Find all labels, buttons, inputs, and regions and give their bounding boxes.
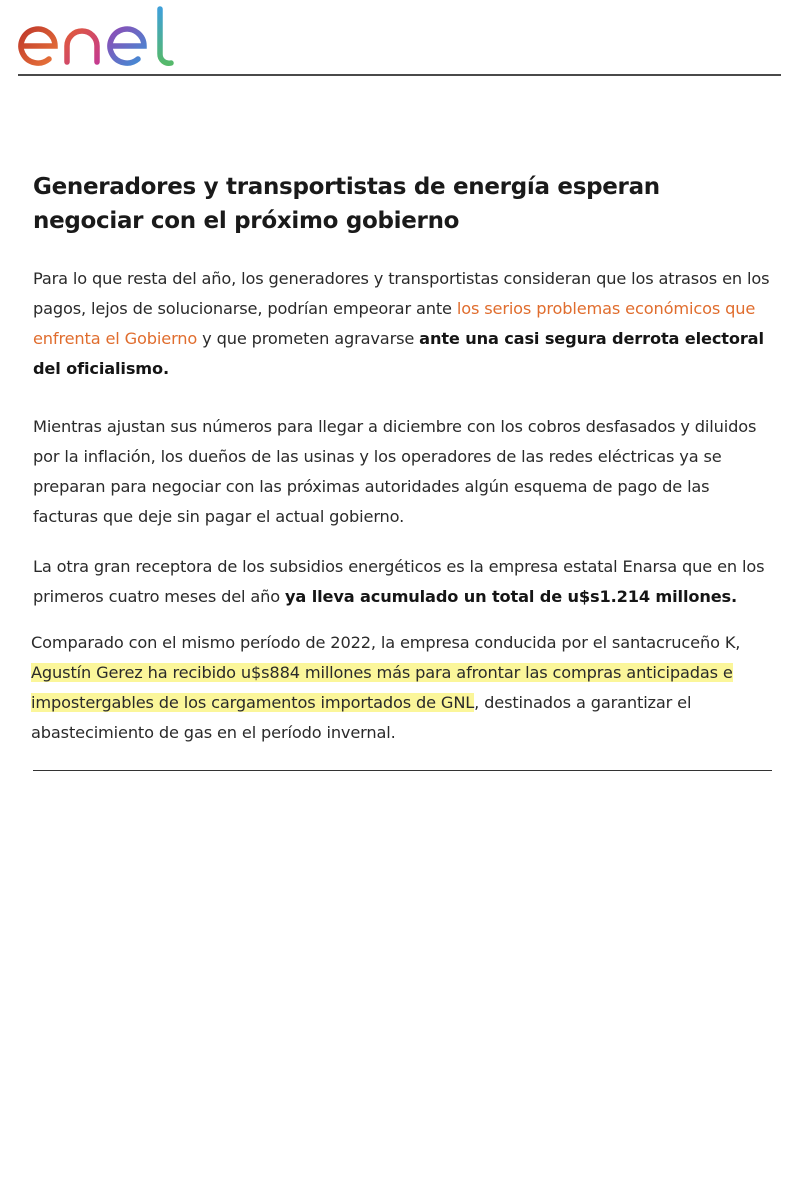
article-body — [33, 170, 773, 748]
paragraph-3-text: La otra gran receptora de los subsidios energéticos es la empresa estatal Enarsa que en los primeros cuatro meses del año — [33, 557, 765, 606]
paragraph-1 — [33, 264, 773, 384]
paragraph-3 — [33, 552, 773, 612]
paragraph-1-text-b: y que prometen agravarse — [197, 329, 420, 348]
paragraph-3-bold: ya lleva acumulado un total de u$s1.214 millones. — [285, 587, 738, 606]
paragraph-4 — [31, 628, 773, 748]
paragraph-4-text-b: , destinados a garantizar el abastecimiento de gas en el período invernal. — [31, 693, 692, 742]
article-title: Generadores y transportistas de energía esperan negociar con el próximo gobierno — [33, 174, 660, 234]
inline-link[interactable]: los serios problemas económicos que enfrenta el Gobierno — [33, 299, 756, 348]
enel-logo — [16, 4, 186, 68]
paragraph-1-text-a: Para lo que resta del año, los generadores y transportistas consideran que los atrasos en los pagos, lejos de solucionarse, podrían empeorar ante — [33, 269, 770, 318]
paragraph-1-bold: ante una casi segura derrota electoral del oficialismo. — [33, 329, 764, 378]
highlighted-text: Agustín Gerez ha recibido u$s884 millones más para afrontar las compras anticipadas e impostergables de los cargamentos importados de GNL — [31, 663, 733, 712]
article-end-divider — [33, 770, 772, 771]
paragraph-4-text-a: Comparado con el mismo período de 2022, la empresa conducida por el santacruceño K, — [31, 633, 741, 652]
paragraph-2: Mientras ajustan sus números para llegar a diciembre con los cobros desfasados y diluidos por la inflación, los dueños de las usinas y los operadores de las redes eléctricas ya se preparan para negociar con las próximas autoridades algún esquema de pago de las facturas que deje sin pagar el actual gobierno. — [33, 417, 757, 526]
header-divider — [18, 74, 781, 76]
